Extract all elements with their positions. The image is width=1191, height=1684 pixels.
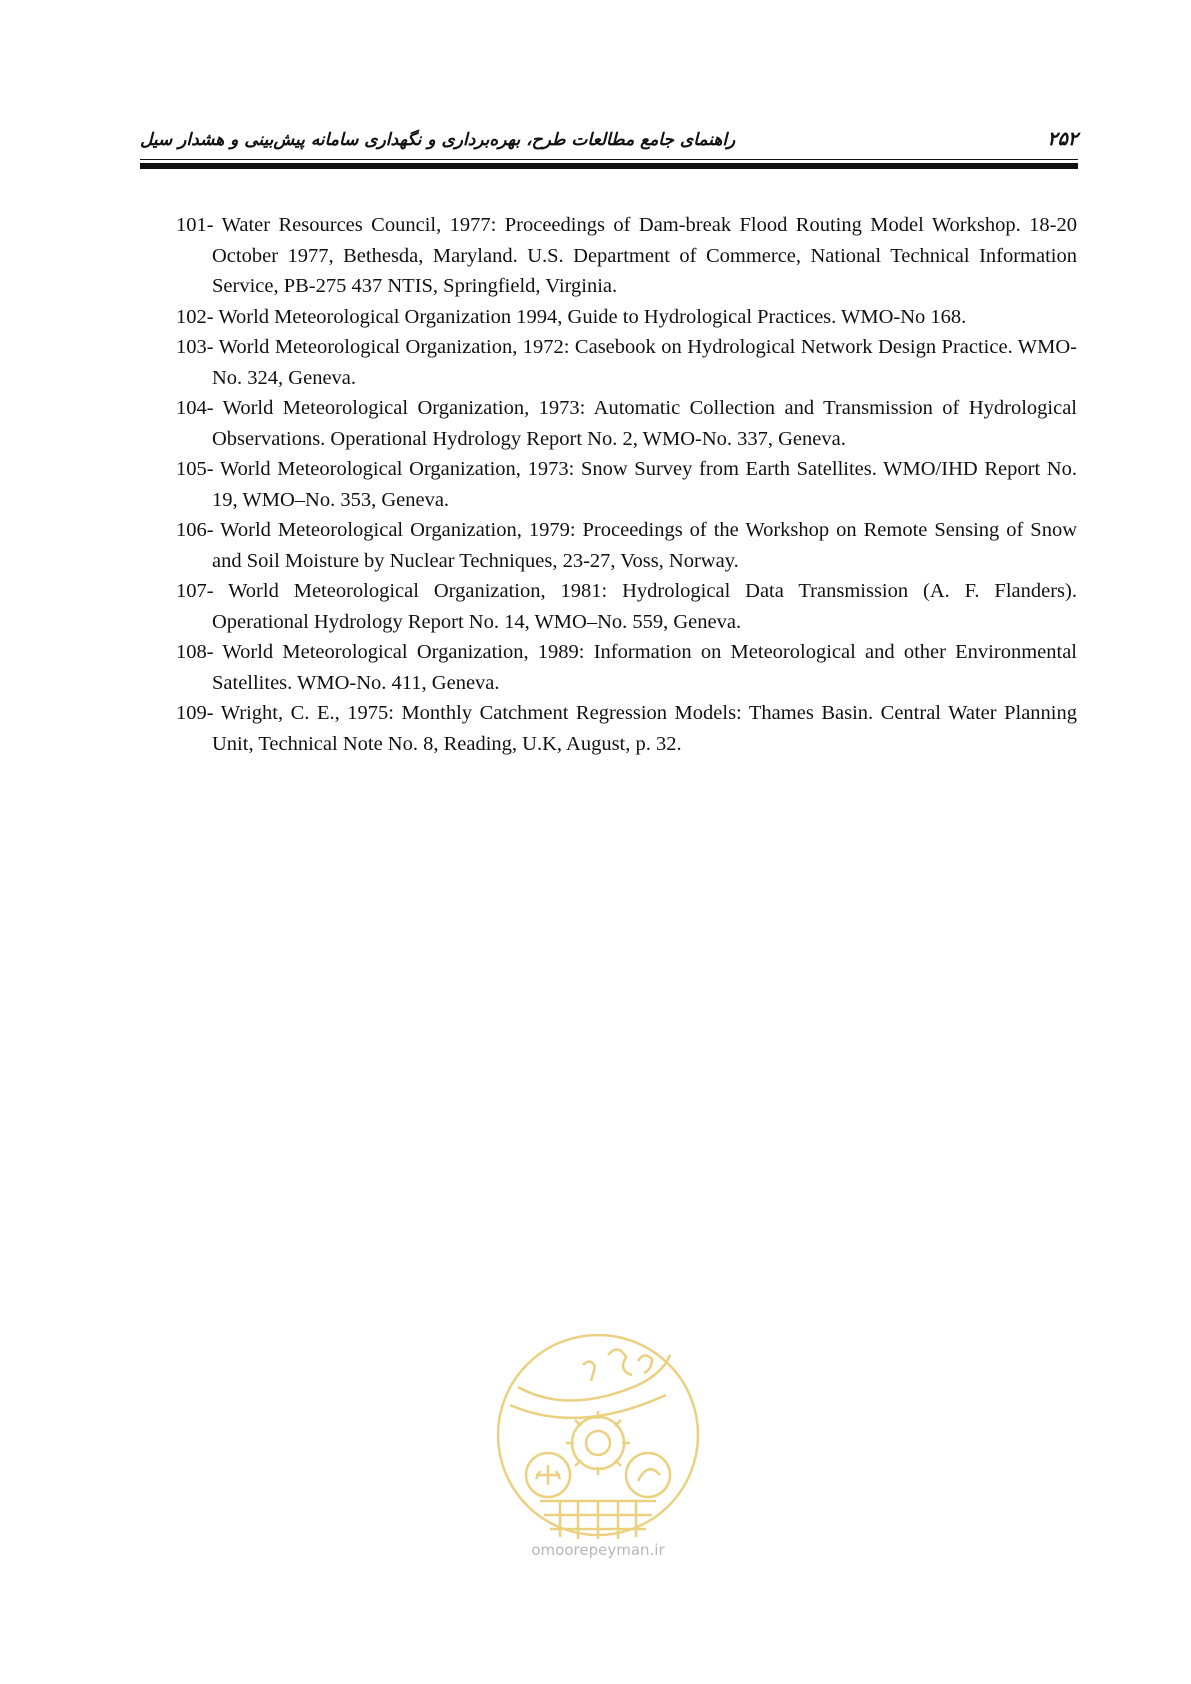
header-rule-thick [140, 163, 1078, 169]
watermark-logo-icon [488, 1325, 708, 1565]
header-rule-thin [140, 159, 1078, 160]
reference-item: 107- World Meteorological Organization, 1981: Hydrological Data Transmission (A. F. Flanders). Operational Hydrology Report No. 14, WMO–No. 559, Geneva. [176, 580, 1077, 633]
reference-item: 108- World Meteorological Organization, 1989: Information on Meteorological and other Environmental Satellites. WMO-No. 411, Geneva. [176, 641, 1077, 694]
reference-item: 105- World Meteorological Organization, 1973: Snow Survey from Earth Satellites. WMO/IHD Report No. 19, WMO–No. 353, Geneva. [176, 458, 1077, 511]
page-header [140, 118, 1078, 168]
running-title: راهنمای جامع مطالعات طرح، بهره‌برداری و نگهداری سامانه پیش‌بینی و هشدار سیل [140, 130, 736, 150]
page-number: ۲۵۲ [1047, 128, 1078, 150]
reference-item: 101- Water Resources Council, 1977: Proceedings of Dam-break Flood Routing Model Workshop. 18-20 October 1977, Bethesda, Maryland. U.S. Department of Commerce, National Technical Information Service, PB-275 437 NTIS, Springfield, Virginia. [176, 214, 1077, 297]
reference-list [176, 210, 1077, 759]
watermark-url: omoorepeyman.ir [531, 1541, 665, 1559]
reference-item: 104- World Meteorological Organization, 1973: Automatic Collection and Transmission of Hydrological Observations. Operational Hydrology Report No. 2, WMO-No. 337, Geneva. [176, 397, 1077, 450]
reference-item: 109- Wright, C. E., 1975: Monthly Catchment Regression Models: Thames Basin. Central Water Planning Unit, Technical Note No. 8, Reading, U.K, August, p. 32. [176, 702, 1077, 755]
reference-item: 103- World Meteorological Organization, 1972: Casebook on Hydrological Network Design Practice. WMO-No. 324, Geneva. [176, 336, 1077, 389]
reference-item: 102- World Meteorological Organization 1994, Guide to Hydrological Practices. WMO-No 168. [176, 305, 967, 328]
reference-item: 106- World Meteorological Organization, 1979: Proceedings of the Workshop on Remote Sensing of Snow and Soil Moisture by Nuclear Techniques, 23-27, Voss, Norway. [176, 519, 1077, 572]
